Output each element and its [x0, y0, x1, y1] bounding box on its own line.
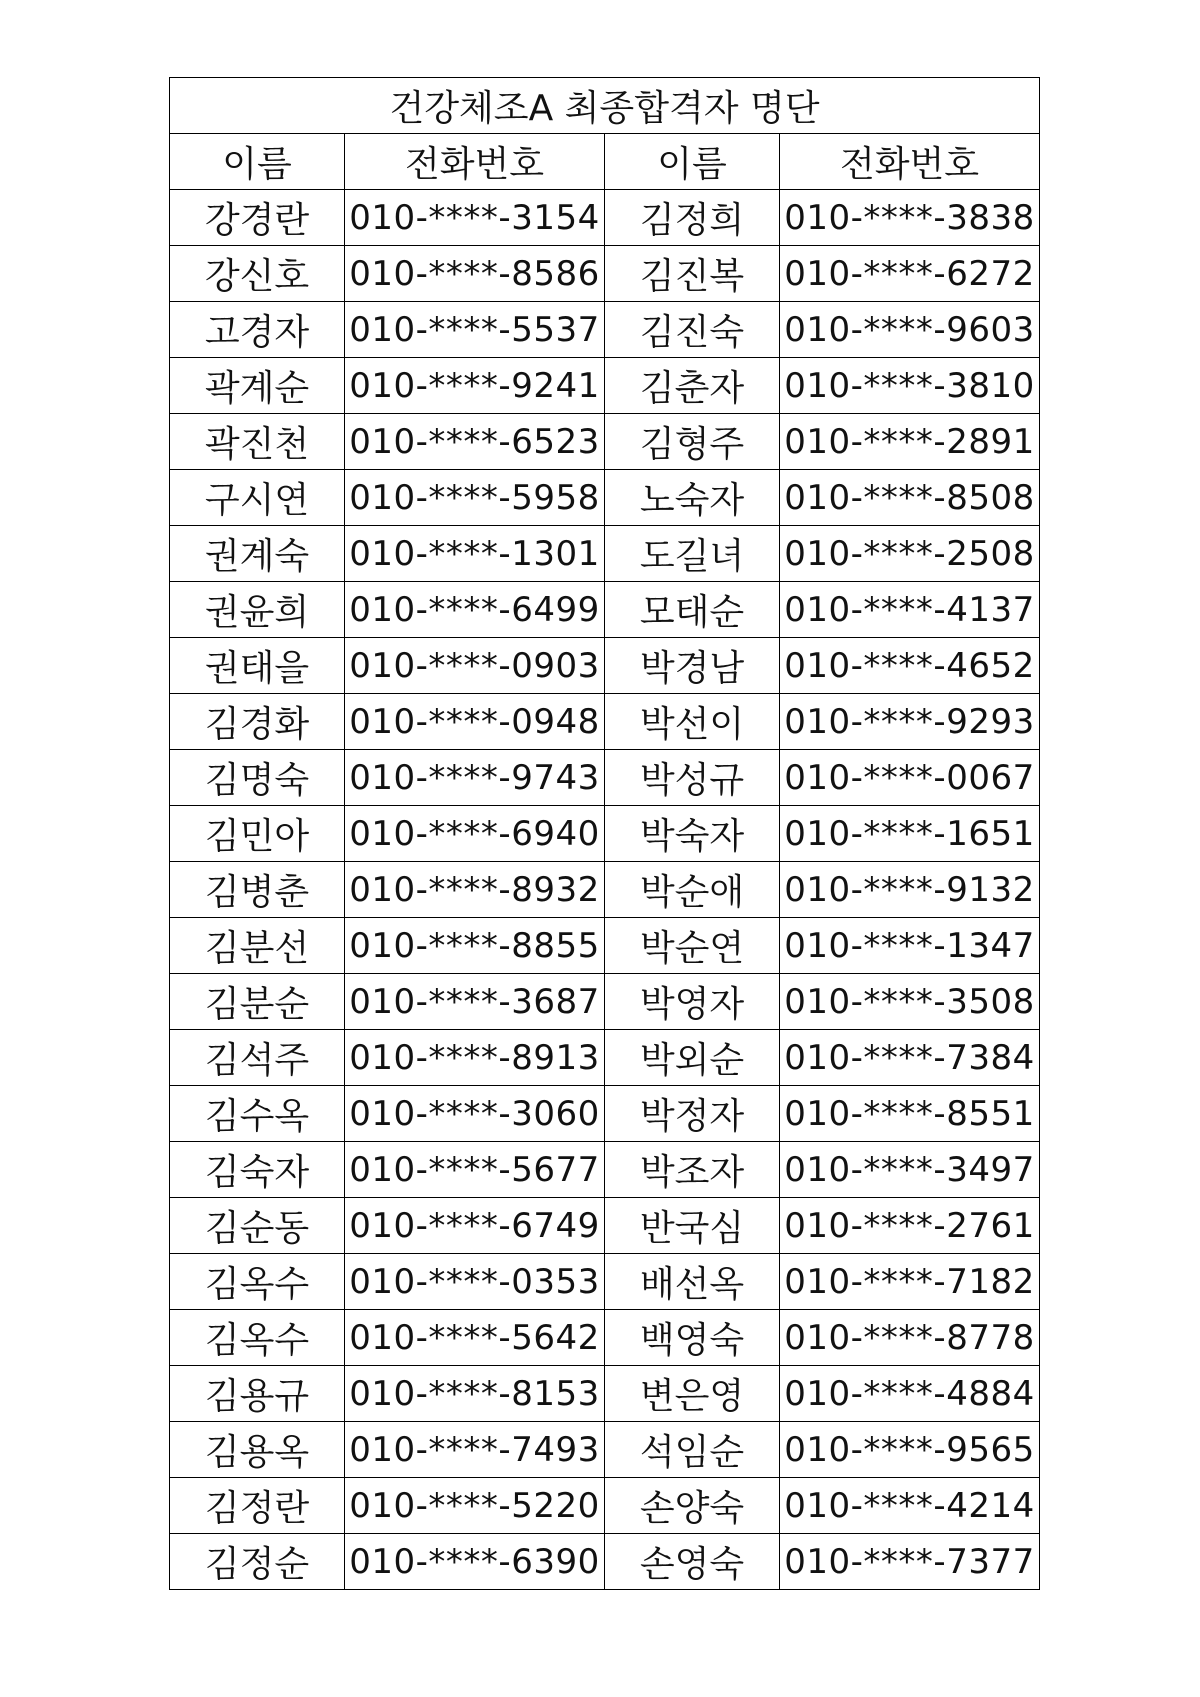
- member-name-cell: 김분순: [170, 974, 345, 1030]
- member-name-cell: 구시연: [170, 470, 345, 526]
- member-phone-cell: 010-****-6499: [345, 582, 605, 638]
- table-row: [170, 526, 1040, 582]
- member-phone-cell: 010-****-3810: [780, 358, 1040, 414]
- member-phone-cell: 010-****-3497: [780, 1142, 1040, 1198]
- member-phone-cell: 010-****-9565: [780, 1422, 1040, 1478]
- member-phone-cell: 010-****-8932: [345, 862, 605, 918]
- table-row: [170, 302, 1040, 358]
- member-name-cell: 박조자: [605, 1142, 780, 1198]
- member-phone-cell: 010-****-0067: [780, 750, 1040, 806]
- member-phone-cell: 010-****-9293: [780, 694, 1040, 750]
- member-name-cell: 김병춘: [170, 862, 345, 918]
- member-name-cell: 박성규: [605, 750, 780, 806]
- member-phone-cell: 010-****-8778: [780, 1310, 1040, 1366]
- member-phone-cell: 010-****-1301: [345, 526, 605, 582]
- document-title: 건강체조A 최종합격자 명단: [170, 78, 1040, 134]
- table-row: [170, 862, 1040, 918]
- column-header-name: 이름: [170, 134, 345, 190]
- member-name-cell: 고경자: [170, 302, 345, 358]
- member-name-cell: 김옥수: [170, 1254, 345, 1310]
- member-phone-cell: 010-****-9743: [345, 750, 605, 806]
- member-phone-cell: 010-****-0903: [345, 638, 605, 694]
- member-name-cell: 박순연: [605, 918, 780, 974]
- member-name-cell: 박숙자: [605, 806, 780, 862]
- table-row: [170, 974, 1040, 1030]
- table-row: [170, 414, 1040, 470]
- member-name-cell: 김석주: [170, 1030, 345, 1086]
- member-phone-cell: 010-****-7377: [780, 1534, 1040, 1590]
- member-phone-cell: 010-****-8508: [780, 470, 1040, 526]
- member-phone-cell: 010-****-9132: [780, 862, 1040, 918]
- member-name-cell: 손양숙: [605, 1478, 780, 1534]
- member-phone-cell: 010-****-9241: [345, 358, 605, 414]
- member-name-cell: 김명숙: [170, 750, 345, 806]
- member-name-cell: 변은영: [605, 1366, 780, 1422]
- table-row: [170, 750, 1040, 806]
- table-row: [170, 1310, 1040, 1366]
- table-row: [170, 694, 1040, 750]
- member-phone-cell: 010-****-3060: [345, 1086, 605, 1142]
- member-name-cell: 김진숙: [605, 302, 780, 358]
- member-phone-cell: 010-****-0948: [345, 694, 605, 750]
- member-phone-cell: 010-****-6272: [780, 246, 1040, 302]
- member-name-cell: 김정희: [605, 190, 780, 246]
- member-name-cell: 곽진천: [170, 414, 345, 470]
- member-phone-cell: 010-****-0353: [345, 1254, 605, 1310]
- member-name-cell: 배선옥: [605, 1254, 780, 1310]
- table-row: [170, 470, 1040, 526]
- member-name-cell: 김수옥: [170, 1086, 345, 1142]
- member-phone-cell: 010-****-8855: [345, 918, 605, 974]
- member-name-cell: 강신호: [170, 246, 345, 302]
- member-phone-cell: 010-****-3838: [780, 190, 1040, 246]
- member-phone-cell: 010-****-4652: [780, 638, 1040, 694]
- member-name-cell: 박영자: [605, 974, 780, 1030]
- member-name-cell: 강경란: [170, 190, 345, 246]
- member-phone-cell: 010-****-5537: [345, 302, 605, 358]
- table-row: [170, 1366, 1040, 1422]
- member-name-cell: 박외순: [605, 1030, 780, 1086]
- table-row: [170, 1142, 1040, 1198]
- member-name-cell: 손영숙: [605, 1534, 780, 1590]
- column-header-name: 이름: [605, 134, 780, 190]
- member-name-cell: 노숙자: [605, 470, 780, 526]
- member-phone-cell: 010-****-2508: [780, 526, 1040, 582]
- member-phone-cell: 010-****-7493: [345, 1422, 605, 1478]
- member-phone-cell: 010-****-3508: [780, 974, 1040, 1030]
- member-name-cell: 김용옥: [170, 1422, 345, 1478]
- member-name-cell: 김진복: [605, 246, 780, 302]
- member-phone-cell: 010-****-4884: [780, 1366, 1040, 1422]
- roster-body: [170, 190, 1040, 1590]
- table-row: [170, 582, 1040, 638]
- member-name-cell: 김민아: [170, 806, 345, 862]
- member-name-cell: 권계숙: [170, 526, 345, 582]
- member-phone-cell: 010-****-3687: [345, 974, 605, 1030]
- table-row: [170, 1478, 1040, 1534]
- member-phone-cell: 010-****-8153: [345, 1366, 605, 1422]
- table-row: [170, 638, 1040, 694]
- table-row: [170, 806, 1040, 862]
- roster-table: [169, 77, 1040, 1590]
- member-name-cell: 김용규: [170, 1366, 345, 1422]
- member-name-cell: 곽계순: [170, 358, 345, 414]
- member-phone-cell: 010-****-5958: [345, 470, 605, 526]
- member-name-cell: 김정순: [170, 1534, 345, 1590]
- member-name-cell: 박순애: [605, 862, 780, 918]
- member-name-cell: 박정자: [605, 1086, 780, 1142]
- member-phone-cell: 010-****-8586: [345, 246, 605, 302]
- member-phone-cell: 010-****-4137: [780, 582, 1040, 638]
- member-phone-cell: 010-****-1651: [780, 806, 1040, 862]
- member-name-cell: 김숙자: [170, 1142, 345, 1198]
- table-row: [170, 1198, 1040, 1254]
- table-row: [170, 246, 1040, 302]
- table-row: [170, 918, 1040, 974]
- member-name-cell: 반국심: [605, 1198, 780, 1254]
- table-row: [170, 1534, 1040, 1590]
- member-name-cell: 백영숙: [605, 1310, 780, 1366]
- member-name-cell: 도길녀: [605, 526, 780, 582]
- member-name-cell: 권윤희: [170, 582, 345, 638]
- member-name-cell: 김옥수: [170, 1310, 345, 1366]
- member-name-cell: 박선이: [605, 694, 780, 750]
- title-row: [170, 78, 1040, 134]
- member-phone-cell: 010-****-5642: [345, 1310, 605, 1366]
- member-phone-cell: 010-****-7182: [780, 1254, 1040, 1310]
- member-phone-cell: 010-****-5677: [345, 1142, 605, 1198]
- column-header-phone: 전화번호: [345, 134, 605, 190]
- member-name-cell: 김분선: [170, 918, 345, 974]
- table-row: [170, 358, 1040, 414]
- member-phone-cell: 010-****-2891: [780, 414, 1040, 470]
- table-row: [170, 1086, 1040, 1142]
- header-row: [170, 134, 1040, 190]
- table-row: [170, 1030, 1040, 1086]
- member-name-cell: 김춘자: [605, 358, 780, 414]
- member-name-cell: 김경화: [170, 694, 345, 750]
- member-phone-cell: 010-****-6523: [345, 414, 605, 470]
- member-name-cell: 모태순: [605, 582, 780, 638]
- table-row: [170, 1422, 1040, 1478]
- member-phone-cell: 010-****-5220: [345, 1478, 605, 1534]
- member-name-cell: 김순동: [170, 1198, 345, 1254]
- member-phone-cell: 010-****-9603: [780, 302, 1040, 358]
- member-phone-cell: 010-****-7384: [780, 1030, 1040, 1086]
- table-row: [170, 190, 1040, 246]
- member-phone-cell: 010-****-4214: [780, 1478, 1040, 1534]
- member-phone-cell: 010-****-1347: [780, 918, 1040, 974]
- member-name-cell: 박경남: [605, 638, 780, 694]
- member-phone-cell: 010-****-6390: [345, 1534, 605, 1590]
- member-phone-cell: 010-****-8913: [345, 1030, 605, 1086]
- column-header-phone: 전화번호: [780, 134, 1040, 190]
- member-phone-cell: 010-****-3154: [345, 190, 605, 246]
- member-phone-cell: 010-****-6940: [345, 806, 605, 862]
- member-phone-cell: 010-****-2761: [780, 1198, 1040, 1254]
- member-name-cell: 석임순: [605, 1422, 780, 1478]
- member-name-cell: 권태을: [170, 638, 345, 694]
- table-row: [170, 1254, 1040, 1310]
- member-name-cell: 김형주: [605, 414, 780, 470]
- member-phone-cell: 010-****-8551: [780, 1086, 1040, 1142]
- member-name-cell: 김정란: [170, 1478, 345, 1534]
- member-phone-cell: 010-****-6749: [345, 1198, 605, 1254]
